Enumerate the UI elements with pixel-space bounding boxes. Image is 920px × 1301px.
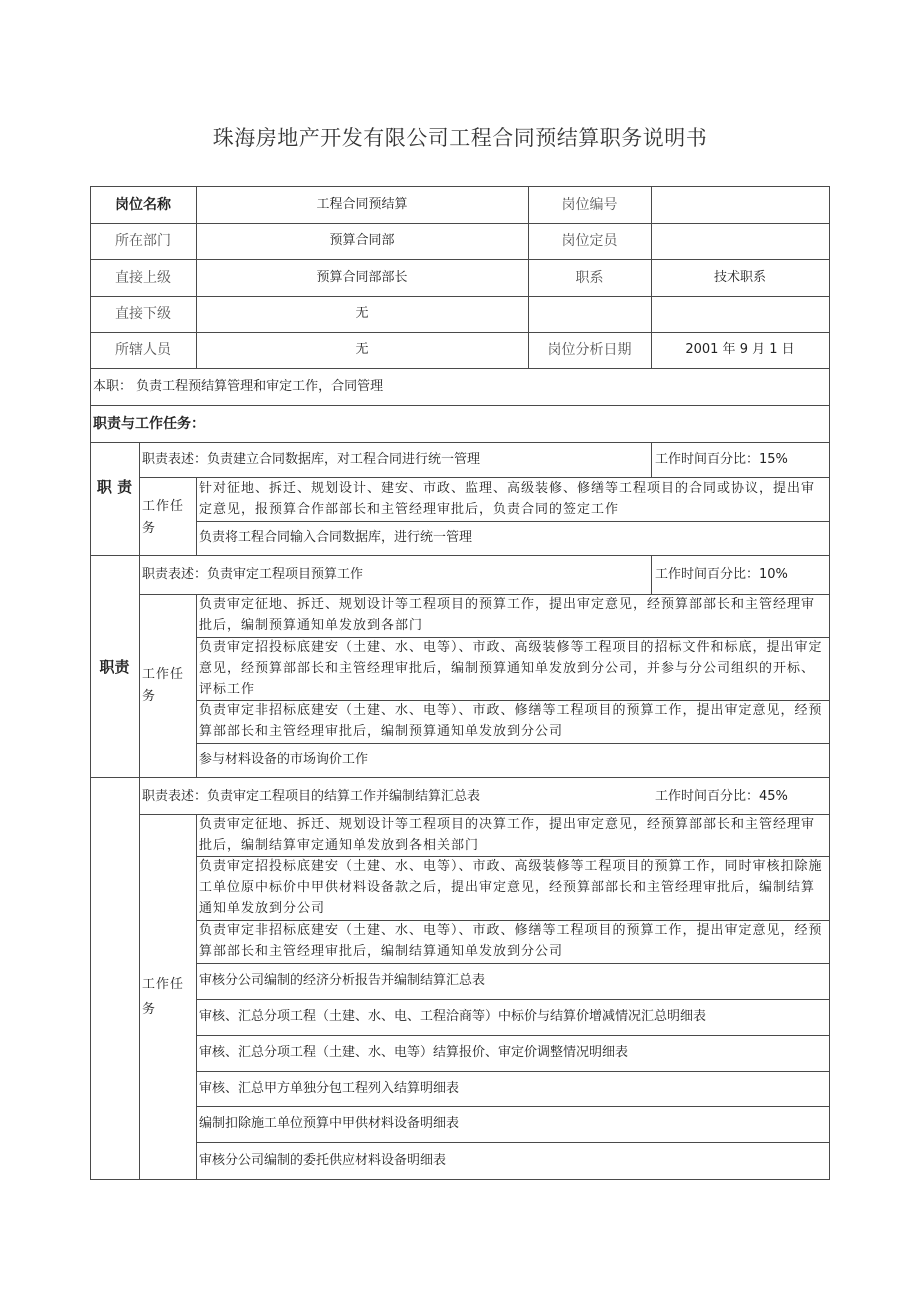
page-title: 珠海房地产开发有限公司工程合同预结算职务说明书: [212, 126, 708, 150]
duty2-task-1: 负责审定征地、拆迁、规划设计等工程项目的预算工作，提出审定意见，经预算部部长和主管经理审批后，编制预算通知单发放到各部门: [199, 597, 816, 633]
duty3-task-9: 审核分公司编制的委托供应材料设备明细表: [199, 1153, 447, 1168]
duty3-task-1: 负责审定征地、拆迁、规划设计等工程项目的决算工作，提出审定意见，经预算部部长和主管经理审批后，编制结算审定通知单发放到各相关部门: [199, 817, 816, 853]
value-job-family: 技术职系: [713, 270, 766, 285]
duty3-task-8: 编制扣除施工单位预算中甲供材料设备明细表: [199, 1116, 460, 1131]
value-position-name: 工程合同预结算: [316, 197, 408, 212]
label-staff: 所辖人员: [115, 342, 171, 358]
value-direct-superior: 预算合同部部长: [316, 270, 408, 285]
duty1-task-2: 负责将工程合同输入合同数据库，进行统一管理: [199, 530, 473, 545]
duty3-task-2: 负责审定招投标底建安（土建、水、电等）、市政、高级装修等工程项目的预算工作，同时审核扣除施工单位原中标价中甲供材料设备款之后，提出审定意见，经预算部部长和主管经理审批后，编制结算通知单发放到分公司: [199, 859, 823, 916]
duty1-task-1: 针对征地、拆迁、规划设计、建安、市政、监理、高级装修、修缮等工程项目的合同或协议，提出审定意见，报预算合作部部长和主管经理审批后，负责合同的签定工作: [199, 481, 816, 517]
label-headcount: 岗位定员: [561, 233, 618, 249]
duty2-time-percentage: 工作时间百分比：10%: [655, 567, 788, 582]
duty1-label: 职 责: [96, 478, 133, 496]
label-position-code: 岗位编号: [561, 197, 618, 213]
duty1-time-percentage: 工作时间百分比：15%: [655, 452, 788, 467]
duty3-task-4: 审核分公司编制的经济分析报告并编制结算汇总表: [199, 973, 486, 988]
duty2-task-4: 参与材料设备的市场询价工作: [199, 752, 369, 767]
duty2-task-label: 工作任务: [142, 667, 185, 704]
job-description-table: [90, 186, 830, 1180]
duty1-description: 职责表述：负责建立合同数据库，对工程合同进行统一管理: [142, 452, 481, 467]
value-analysis-date: 2001 年 9 月 1 日: [685, 342, 795, 357]
duty2-task-3: 负责审定非招标底建安（土建、水、电等）、市政、修缮等工程项目的预算工作，提出审定意见，经预算部部长和主管经理审批后，编制预算通知单发放到分公司: [199, 703, 823, 739]
duty1-task-label: 工作任务: [142, 499, 185, 536]
value-staff: 无: [355, 342, 369, 357]
duties-heading: 职责与工作任务：: [93, 416, 205, 432]
value-direct-subordinate: 无: [355, 306, 369, 321]
duty3-task-6: 审核、汇总分项工程（土建、水、电等）结算报价、审定价调整情况明细表: [199, 1045, 629, 1060]
duty3-task-7: 审核、汇总甲方单独分包工程列入结算明细表: [199, 1081, 460, 1096]
label-job-family: 职系: [575, 270, 604, 286]
label-department: 所在部门: [115, 233, 171, 249]
duty3-task-5: 审核、汇总分项工程（土建、水、电、工程洽商等）中标价与结算价增减情况汇总明细表: [199, 1009, 707, 1024]
duty2-task-2: 负责审定招投标底建安（土建、水、电等）、市政、高级装修等工程项目的招标文件和标底，提出审定意见，经预算部部长和主管经理审批后，编制预算通知单发放到分公司，并参与分公司组织的开标、评标工作: [199, 640, 823, 697]
value-department: 预算合同部: [329, 233, 395, 248]
primary-responsibility: 本职： 负责工程预结算管理和审定工作，合同管理: [93, 379, 384, 394]
duty3-task-label: 工作任务: [142, 977, 185, 1017]
duty3-time-percentage: 工作时间百分比：45%: [655, 789, 788, 804]
duty3-description: 职责表述：负责审定工程项目的结算工作并编制结算汇总表: [142, 789, 481, 804]
duty3-task-3: 负责审定非招标底建安（土建、水、电等）、市政、修缮等工程项目的预算工作，提出审定意见，经预算部部长和主管经理审批后，编制结算通知单发放到分公司: [199, 923, 823, 959]
duty2-label: 职责: [99, 658, 130, 676]
label-direct-subordinate: 直接下级: [115, 306, 171, 322]
duty2-description: 职责表述：负责审定工程项目预算工作: [142, 567, 364, 582]
label-direct-superior: 直接上级: [115, 270, 171, 286]
label-analysis-date: 岗位分析日期: [547, 342, 632, 358]
label-position-name: 岗位名称: [115, 197, 171, 213]
